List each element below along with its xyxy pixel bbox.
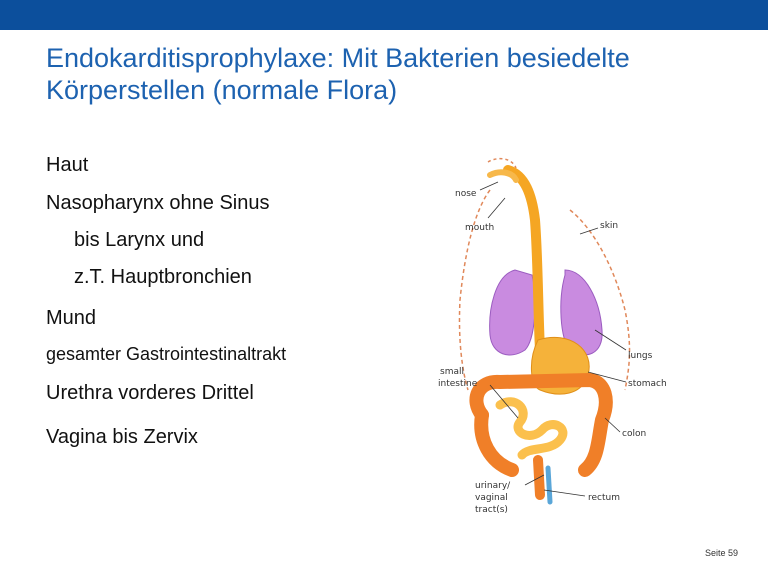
small-intestine-organ xyxy=(500,402,563,455)
label-nose: nose xyxy=(455,189,477,199)
label-urinary-1: urinary/ xyxy=(475,481,511,491)
bullet-item: Urethra vorderes Drittel xyxy=(46,382,254,404)
bullet-subitem: bis Larynx und xyxy=(74,229,205,251)
header-bar xyxy=(0,0,768,30)
slide-title: Endokarditisprophylaxe: Mit Bakterien besiedelte Körperstellen (normale Flora) xyxy=(46,43,630,105)
label-colon: colon xyxy=(622,429,647,439)
bullet-item: Haut xyxy=(46,154,89,176)
colon-left xyxy=(481,415,512,470)
label-lungs: lungs xyxy=(628,351,653,361)
digestive-tract-illustration xyxy=(420,150,740,520)
label-skin: skin xyxy=(600,221,619,231)
label-small-intestine-2: intestine xyxy=(438,379,478,389)
label-mouth: mouth xyxy=(465,223,495,233)
bullet-item: Vagina bis Zervix xyxy=(46,426,198,448)
left-lung xyxy=(490,270,535,355)
skin-outline-left xyxy=(459,190,490,390)
bullet-item: gesamter Gastrointestinaltrakt xyxy=(46,344,287,364)
label-rectum: rectum xyxy=(588,493,620,503)
label-stomach: stomach xyxy=(628,379,667,389)
bullet-subitem: z.T. Hauptbronchien xyxy=(74,266,252,288)
nose-passage xyxy=(490,172,516,180)
label-urinary-3: tract(s) xyxy=(475,505,508,515)
anatomy-diagram xyxy=(420,150,740,520)
bullet-item: Mund xyxy=(46,307,97,329)
page-number: Seite 59 xyxy=(704,548,738,558)
label-urinary-2: vaginal xyxy=(475,493,508,503)
bullet-item: Nasopharynx ohne Sinus xyxy=(46,192,270,214)
label-small-intestine-1: small xyxy=(440,367,464,377)
urinary-tract-organ xyxy=(548,468,550,502)
